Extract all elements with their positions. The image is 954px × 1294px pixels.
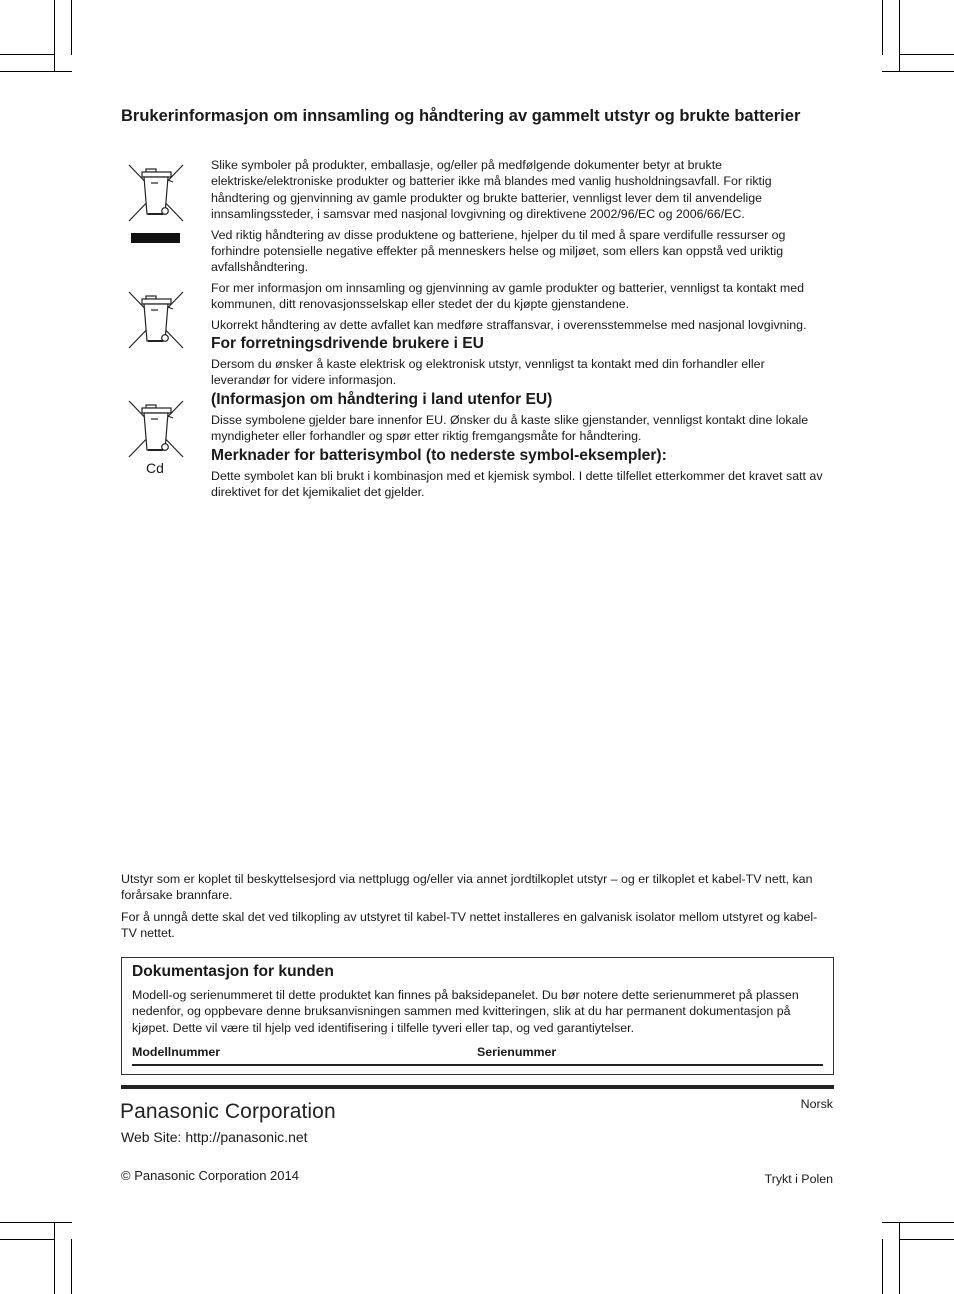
paragraph: Ukorrekt håndtering av dette avfallet kan medføre straffansvar, i overensstemmelse med nasjonal lovgivning. <box>211 317 807 332</box>
paragraph: Disse symbolene gjelder bare innenfor EU. Ønsker du å kaste slike gjenstander, vennligst kontakt dine lokale myndigheter eller forhandler og spør etter riktig fremgangsmåte for håndtering. <box>211 412 809 444</box>
documentation-text: Modell-og serienummeret til dette produktet kan finnes på baksidepanelet. Du bør notere dette serienummeret på plassen nedenfor, og oppbevare denne bruksanvisningen sammen med kvitteringen, slik at du har permanent dokumentasjon på kjøpet. Dette vil være til hjelp ved identifisering i tilfelle tyveri eller tap, og ved garantiytelser. <box>132 988 799 1035</box>
section-heading-business: For forretningsdrivende brukere i EU <box>211 335 484 353</box>
record-fields <box>132 1044 823 1066</box>
section-heading-outside-eu: (Informasjon om håndtering i land utenfor EU) <box>211 390 553 408</box>
crop-mark <box>0 71 72 72</box>
crossed-out-battery-bin-icon <box>127 399 185 461</box>
model-number-label: Modellnummer <box>132 1045 221 1059</box>
paragraph: Dersom du ønsker å kaste elektrisk og elektronisk utstyr, vennligst ta kontakt med din forhandler eller leverandør for videre informasjon. <box>211 357 765 388</box>
crop-mark <box>899 1222 900 1294</box>
crop-mark <box>899 0 900 72</box>
paragraph: Dette symbolet kan bli brukt i kombinasjon med et kjemisk symbol. I dette tilfellet etterkommer det kravet satt av direktivet for det kjemikaliet det gjelder. <box>211 468 823 500</box>
grounding-warning <box>121 871 827 947</box>
paragraph: For å unngå dette skal det ved tilkopling av utstyret til kabel-TV nettet installeres en galvanisk isolator mellom utstyret og kabel-TV nettet. <box>121 909 818 941</box>
printed-in-label: Trykt i Polen <box>764 1172 833 1186</box>
language-label: Norsk <box>800 1097 833 1111</box>
crop-mark <box>899 54 954 55</box>
disposal-info-text <box>211 157 827 505</box>
brand-logo: Panasonic Corporation <box>120 1100 336 1123</box>
footer-divider <box>121 1085 834 1089</box>
crop-mark <box>0 54 55 55</box>
documentation-title: Dokumentasjon for kunden <box>132 963 334 980</box>
cadmium-symbol-label: Cd <box>146 460 164 476</box>
crop-mark <box>54 0 55 72</box>
paragraph: Utstyr som er koplet til beskyttelsesjord via nettplugg og/eller via annet jordtilkoplet utstyr – og er tilkoplet et kabel-TV nett, kan forårsake brannfare. <box>121 872 813 903</box>
crop-mark <box>882 0 883 55</box>
customer-documentation-box <box>121 957 834 1075</box>
section-heading-battery: Merknader for batterisymbol (to nederste symbol-eksempler): <box>211 446 667 464</box>
crossed-out-bin-icon <box>127 163 185 245</box>
crop-mark <box>71 0 72 55</box>
crop-mark <box>882 1222 954 1223</box>
crop-mark <box>0 1222 72 1223</box>
crop-mark <box>882 71 954 72</box>
crop-mark <box>54 1222 55 1294</box>
copyright-text: © Panasonic Corporation 2014 <box>121 1168 299 1183</box>
crop-mark <box>899 1239 954 1240</box>
crop-mark <box>71 1239 72 1294</box>
website-text: Web Site: http://panasonic.net <box>121 1129 308 1145</box>
paragraph: Ved riktig håndtering av disse produktene og batteriene, hjelper du til med å spare verdifulle ressurser og forhindre potensielle negative effekter på menneskers helse og miljøet, som ellers kan oppstå ved uriktig avfallshåndtering. <box>211 227 786 275</box>
crop-mark <box>0 1239 55 1240</box>
page-title: Brukerinformasjon om innsamling og håndtering av gammelt utstyr og brukte batterier <box>121 107 801 125</box>
crossed-out-bin-icon <box>127 290 185 352</box>
crop-mark <box>882 1239 883 1294</box>
paragraph: Slike symboler på produkter, emballasje, og/eller på medfølgende dokumenter betyr at brukte elektriske/elektroniske produkter og batterier ikke må blandes med vanlig husholdningsavfall. For riktig håndtering og gjenvinning av gamle produkter og brukte batterier, vennligst lever dem til anvendelige innsamlingssteder, i samsvar med nasjonal lovgivning og direktivene 2002/96/EC og 2006/66/EC. <box>211 158 772 222</box>
paragraph: For mer informasjon om innsamling og gjenvinning av gamle produkter og batterier, vennligst ta kontakt med kommunen, ditt renovasjonsselskap eller stedet der du kjøpte gjenstandene. <box>211 280 804 312</box>
serial-number-label: Serienummer <box>477 1045 557 1059</box>
